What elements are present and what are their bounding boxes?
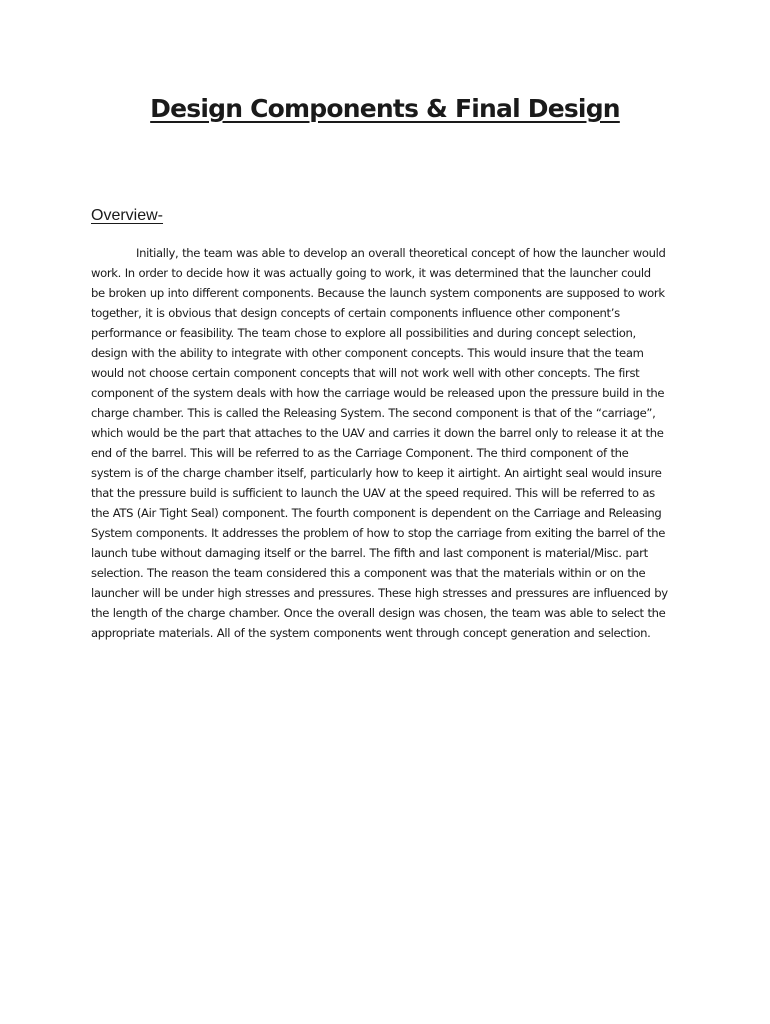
paragraph-line: component of the system deals with how the carriage would be released upon the pressure build in the — [91, 386, 665, 400]
section-heading-overview: Overview- — [91, 207, 164, 224]
paragraph-line: launch tube without damaging itself or the barrel. The fifth and last component is material/Misc. part — [91, 546, 648, 560]
paragraph-line: that the pressure build is sufficient to launch the UAV at the speed required. This will be referred to as — [91, 486, 655, 500]
paragraph-line: the ATS (Air Tight Seal) component. The fourth component is dependent on the Carriage and Releasing — [91, 506, 662, 520]
paragraph-line: System components. It addresses the problem of how to stop the carriage from exiting the barrel of the — [91, 526, 665, 540]
page-title: Design Components & Final Design — [150, 94, 620, 123]
paragraph-line: system is of the charge chamber itself, particularly how to keep it airtight. An airtight seal would insure — [91, 466, 662, 480]
paragraph-line: together, it is obvious that design concepts of certain components influence other component’s — [91, 306, 620, 320]
paragraph-line: work. In order to decide how it was actually going to work, it was determined that the launcher could — [91, 266, 651, 280]
paragraph-line: Initially, the team was able to develop an overall theoretical concept of how the launcher would — [136, 246, 666, 260]
paragraph-line: charge chamber. This is called the Releasing System. The second component is that of the “carriage”, — [91, 406, 656, 420]
paragraph-line: design with the ability to integrate with other component concepts. This would insure that the team — [91, 346, 644, 360]
paragraph-line: the length of the charge chamber. Once the overall design was chosen, the team was able to select the — [91, 606, 666, 620]
overview-paragraph — [91, 243, 679, 643]
paragraph-line: be broken up into different components. Because the launch system components are supposed to work — [91, 286, 665, 300]
paragraph-line: launcher will be under high stresses and pressures. These high stresses and pressures are influenced by — [91, 586, 668, 600]
paragraph-line: performance or feasibility. The team chose to explore all possibilities and during concept selection, — [91, 326, 636, 340]
paragraph-line: appropriate materials. All of the system components went through concept generation and selection. — [91, 626, 651, 640]
paragraph-line: would not choose certain component concepts that will not work well with other concepts. The first — [91, 366, 640, 380]
paragraph-line: selection. The reason the team considered this a component was that the materials within or on the — [91, 566, 646, 580]
paragraph-line: end of the barrel. This will be referred to as the Carriage Component. The third component of the — [91, 446, 629, 460]
paragraph-line: which would be the part that attaches to the UAV and carries it down the barrel only to release it at the — [91, 426, 664, 440]
